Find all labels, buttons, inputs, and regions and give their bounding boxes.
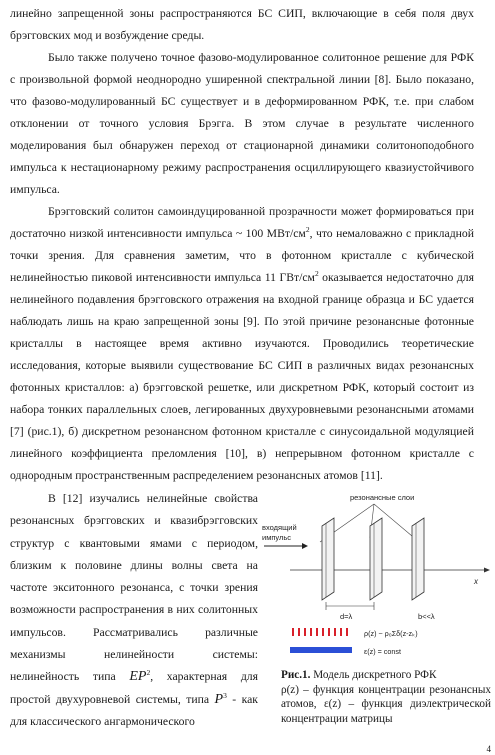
paragraph-0: линейно запрещенной зоны распространяются БС СИП, включающие в себя поля двух брэгговских мод и возбуждение среды. <box>10 7 474 42</box>
legend-rho-marks <box>292 628 348 636</box>
legend-eps-label: ε(z) = const <box>364 647 401 656</box>
paragraph-3-part-a: В [12] изучались нелинейные свойства резонансных брэгговских и квазибрэгговских структур с квантовыми ямами с периодом, близким к половине длины волны света на частоте экситонного резонанса, с точки зрения возможности распространения в них солитонных импульсов. Рассматривались различные механизмы нелинейности системы: нелинейность типа <box>10 492 258 684</box>
label-thin-layer: b<<λ <box>418 612 435 621</box>
superscript-ep: 2 <box>146 668 151 678</box>
caption-line2: ρ(z) – функция концентрации резонансных атомов, ε(z) – функция диэлектрической концентрации матрицы <box>281 683 491 725</box>
paragraph-2-part-b: , что немаловажно с прикладной точки зрения. Для сравнения заметим, что в фотонном кристалле с кубической нелинейностью пиковой интенсивности импульса 11 ГВт/см <box>10 227 474 284</box>
x-axis-arrow <box>484 568 490 573</box>
paragraph-3-part-b: , характерная для простой двухуровневой системы, типа <box>10 670 258 706</box>
label-x: x <box>474 577 478 586</box>
superscript-2a: 2 <box>305 225 310 235</box>
paragraph-2-part-c: оказывается недостаточно для нелинейного подавления брэгговского отражения на входной границе образца и БС удается наблюдать лишь на краю запрещенной зоны [9]. По этой причине резонансные фотонные кристаллы в настоящее время активно изучаются. Проводились теоретические исследования, которые выявили существование БС СИП в различных видах резонансных фотонных кристаллов: а) брэгговской решетке, или дискретном РФК, который состоит из набора тонких параллельных слоев, легированных двухуровневыми резонансными атомами [7] (рис.1), б) дискретном резонансном фотонном кристалле с синусоидальной модуляцией линейного коэффициента преломления [10], в) непрерывном фотонном кристалле с однородным пространственным распределением резонансных атомов [11]. <box>10 271 474 482</box>
input-arrow-head <box>302 543 308 549</box>
page-number: 4 <box>486 744 491 754</box>
label-period: d=λ <box>340 612 353 621</box>
legend-rho-label: ρ(z) ~ ρ₀Σδ(z-zₖ) <box>364 629 418 638</box>
caption-line1: Модель дискретного РФК <box>310 669 437 681</box>
layer-2 <box>370 518 382 600</box>
paragraph-2-part-a: Брэгговский солитон самоиндуцированной прозрачности может формироваться при достаточно низкой интенсивности импульса ~ 100 МВт/см <box>10 205 474 240</box>
layer-3 <box>412 518 424 600</box>
superscript-2b: 2 <box>314 269 319 279</box>
paragraph-2 <box>10 201 474 487</box>
caption-label: Рис.1. <box>281 669 311 681</box>
layer-1 <box>322 518 334 600</box>
label-input-line1: входящий <box>262 523 297 532</box>
paragraph-3 <box>10 488 258 733</box>
legend-eps-bar <box>290 647 352 653</box>
formula-p: P <box>214 691 224 707</box>
label-input-line2: импульс <box>262 533 292 542</box>
label-resonant-layers: резонансные слои <box>350 493 415 502</box>
formula-ep: EP <box>129 669 147 685</box>
paragraph-1: Было также получено точное фазово-модулированное солитонное решение для РФК с произвольной формой неоднородно уширенной спектральной линии [8]. Было показано, что фазово-модулированный БС существует и в деформированном РФК, т.е. при слабом отклонении от точного условия Брэгга. В этом случае в результате численного моделирования был обнаружен переход от стационарной динамики солитоноподобного импульса к нестационарному режиму распространения осциллирующего квазиустойчивого импульса. <box>10 51 474 196</box>
paragraph-3-part-c: - как для классического ангармонического <box>10 692 258 728</box>
figure-caption <box>281 668 491 726</box>
superscript-p: 3 <box>223 690 227 700</box>
